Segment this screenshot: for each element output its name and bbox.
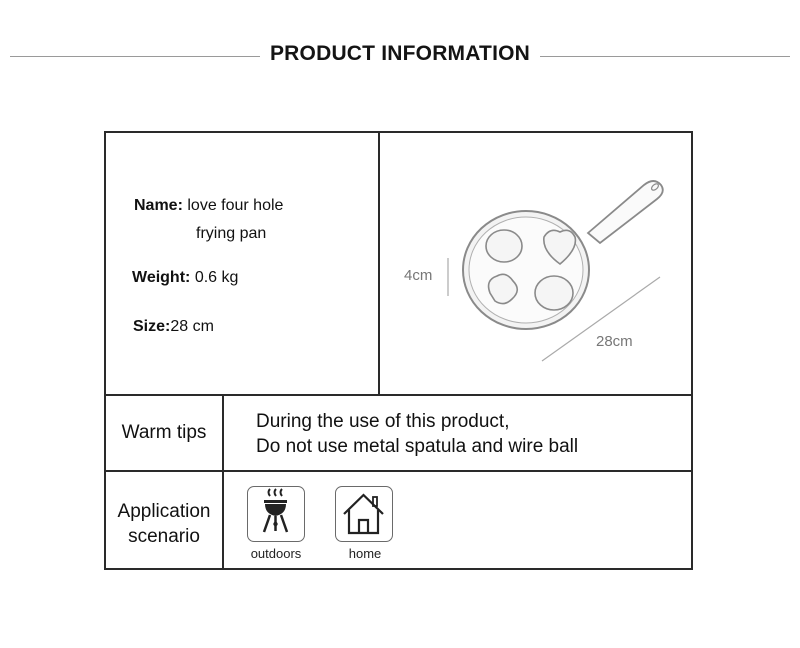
size-label: Size:	[133, 318, 171, 335]
warm-tips-line: Do not use metal spatula and wire ball	[256, 436, 579, 457]
header	[10, 40, 790, 72]
height-dimension-label: 4cm	[404, 267, 433, 284]
pan-handle	[588, 181, 663, 243]
spec-table	[104, 131, 693, 570]
warm-tips-text	[256, 409, 578, 459]
divider	[222, 396, 224, 568]
scenario-label-outdoors: outdoors	[250, 546, 302, 561]
divider	[106, 470, 691, 472]
page-title: PRODUCT INFORMATION	[269, 42, 531, 65]
divider	[378, 133, 380, 394]
size-row	[133, 318, 214, 336]
name-row	[134, 197, 283, 215]
grill-icon	[248, 487, 303, 540]
frying-pan-image	[382, 133, 693, 393]
warm-tips-line: During the use of this product,	[256, 411, 510, 432]
weight-label: Weight:	[132, 269, 191, 286]
house-icon	[336, 487, 391, 540]
scenario-home	[335, 486, 393, 542]
divider	[540, 56, 790, 57]
name-value-continued: frying pan	[196, 225, 267, 242]
scenario-label-home: home	[348, 546, 382, 561]
divider	[106, 394, 691, 396]
weight-value: 0.6 kg	[194, 269, 239, 286]
name-value: love four hole	[187, 197, 284, 214]
scenario-outdoors	[247, 486, 305, 542]
name-label: Name:	[134, 197, 183, 214]
diameter-dimension-label: 28cm	[596, 333, 633, 350]
egg-hole	[535, 276, 573, 310]
weight-row	[132, 269, 238, 287]
warm-tips-label: Warm tips	[121, 422, 207, 443]
size-value: 28 cm	[170, 318, 214, 335]
application-label-line: scenario	[128, 526, 200, 547]
egg-hole	[486, 230, 522, 262]
application-scenario-label	[106, 499, 222, 549]
application-label-line: Application	[117, 501, 211, 522]
